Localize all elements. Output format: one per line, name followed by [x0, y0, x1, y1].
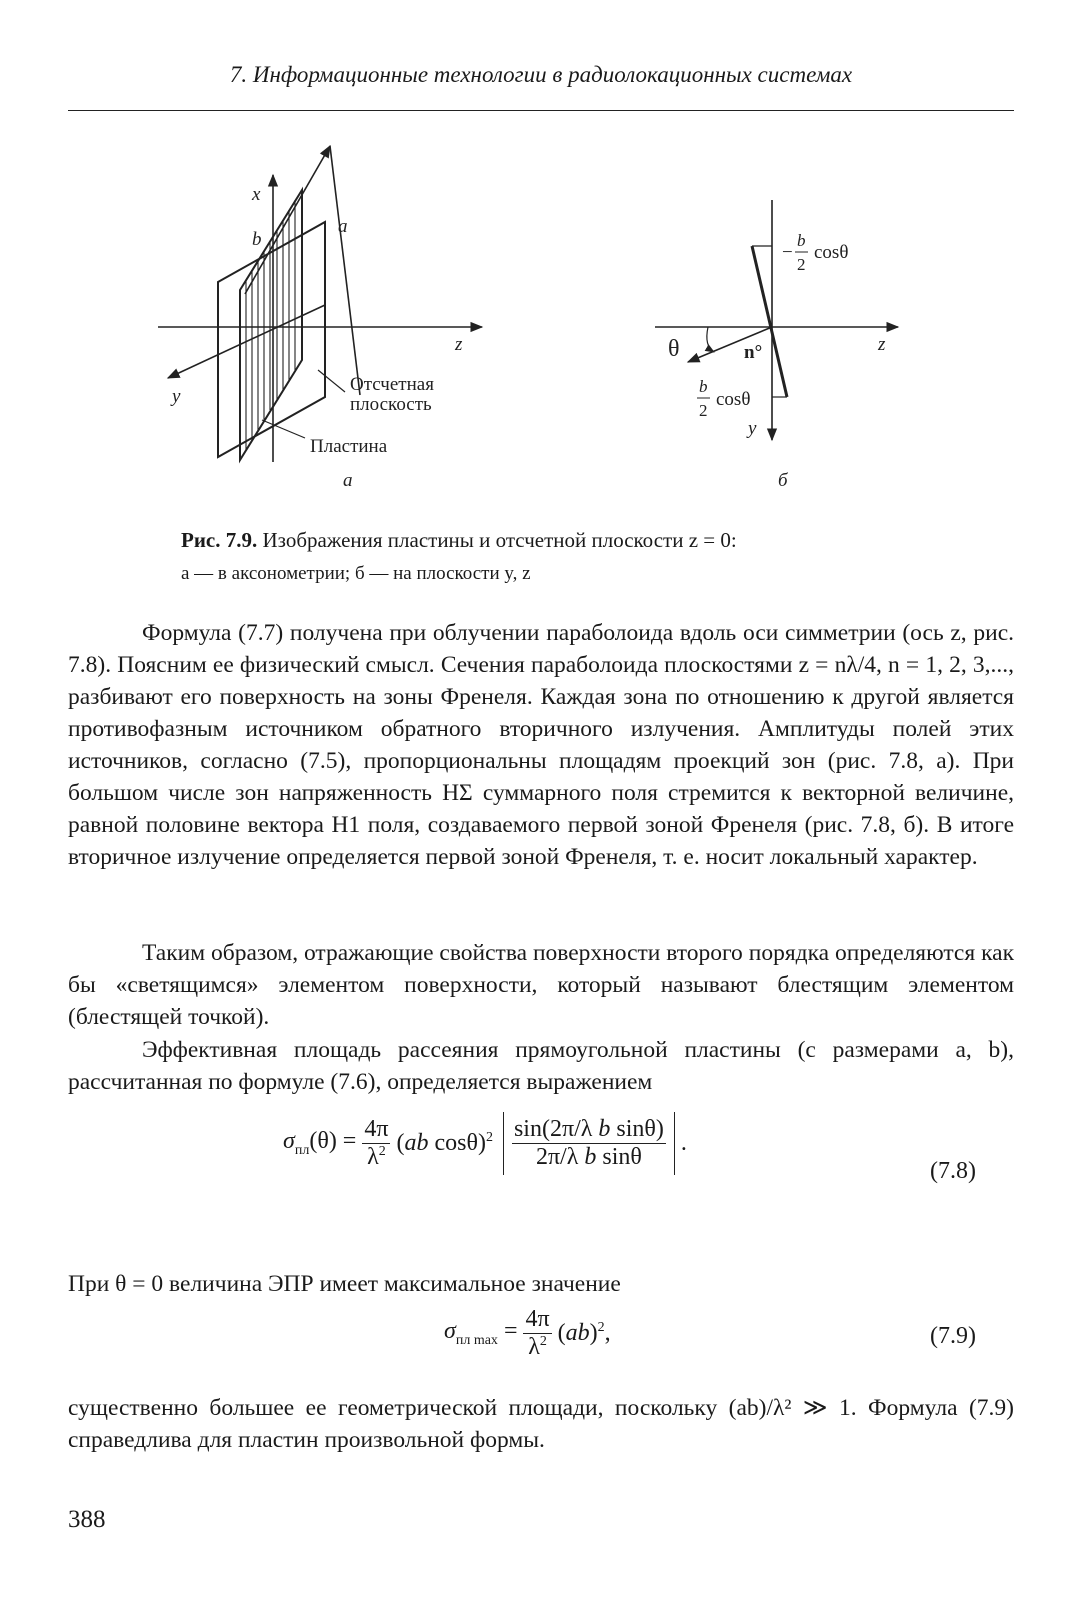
label-x: x: [252, 184, 261, 205]
svg-text:2: 2: [699, 401, 708, 420]
panel-a-label: а: [343, 470, 353, 491]
label-z-right: z: [878, 334, 886, 355]
paragraph-4: При θ = 0 величина ЭПР имеет максимальное значение: [68, 1271, 621, 1297]
figure-caption: [181, 524, 941, 590]
svg-text:cosθ: cosθ: [814, 242, 849, 263]
label-ref-plane: Отсчетная плоскость: [350, 374, 434, 415]
label-plate: Пластина: [310, 436, 388, 457]
svg-text:cosθ: cosθ: [716, 389, 751, 410]
paragraph-5: существенно большее ее геометрической площади, поскольку (ab)/λ² ≫ 1. Формула (7.9) справедлива для пластин произвольной формы.: [68, 1395, 1014, 1453]
svg-text:−: −: [782, 242, 793, 263]
caption-text: Изображения пластины и отсчетной плоскости z = 0:: [262, 528, 737, 552]
panel-b-label: б: [778, 470, 788, 491]
caption-sub: а — в аксонометрии; б — на плоскости y, z: [181, 563, 531, 584]
equation-7-9-number: (7.9): [930, 1323, 976, 1349]
label-z-left: z: [455, 334, 463, 355]
label-a: a: [338, 216, 348, 237]
figure-7-9: [0, 130, 1082, 510]
label-n: n°: [744, 342, 763, 363]
caption-number: Рис. 7.9.: [181, 528, 258, 552]
svg-text:2: 2: [797, 255, 806, 274]
paragraph-3: Эффективная площадь рассеяния прямоугольной пластины (с размерами a, b), рассчитанная по формуле (7.6), определяется выражением: [68, 1037, 1014, 1095]
paragraph-1: Формула (7.7) получена при облучении параболоида вдоль оси симметрии (ось z, рис. 7.8). Поясним ее физический смысл. Сечения параболоида плоскостями z = nλ/4, n = 1, 2, 3,..., разбивают его поверхность на зоны Френеля. Каждая зона по отношению к другой является противофазным источником обратного вторичного излучения. Амплитуды полей этих источников, согласно (7.5), пропорциональны площадям проекций зон (рис. 7.8, а). При большом числе зон напряженность HΣ суммарного поля стремится к векторной величине, равной половине вектора H1 поля, создаваемого первой зоной Френеля (рис. 7.8, б). В итоге вторичное излучение определяется первой зоной Френеля, т. е. носит локальный характер.: [68, 620, 1014, 870]
label-bottom-cos: [697, 377, 750, 420]
page-number: 388: [68, 1506, 106, 1533]
label-top-cos: [782, 231, 848, 274]
equation-7-9: $\sigma_{пл max}$ = $\frac{4\pi}{\lambda^2}$ (ab)$^2$,: [444, 1306, 611, 1360]
header-rule: [68, 110, 1014, 111]
svg-text:b: b: [797, 231, 806, 250]
svg-text:b: b: [699, 377, 708, 396]
label-y-left: y: [172, 386, 181, 407]
equation-7-8-number: (7.8): [930, 1158, 976, 1184]
label-theta: θ: [668, 336, 680, 362]
label-y-right: y: [748, 418, 757, 439]
paragraph-2: Таким образом, отражающие свойства поверхности второго порядка определяются как бы «светящимся» элементом поверхности, который называют блестящим элементом (блестящей точкой).: [68, 940, 1014, 1030]
running-header: 7. Информационные технологии в радиолокационных системах: [229, 62, 853, 87]
equation-7-8: $\sigma_{пл}(\theta)$ = $\frac{4\pi}{\lambda^2}$ (ab cosθ)$^2$ $\frac{\text{sin(2π/λ b sinθ)}}{\text{2π/λ b sinθ}}$ .: [283, 1112, 687, 1175]
label-b: b: [252, 229, 262, 250]
